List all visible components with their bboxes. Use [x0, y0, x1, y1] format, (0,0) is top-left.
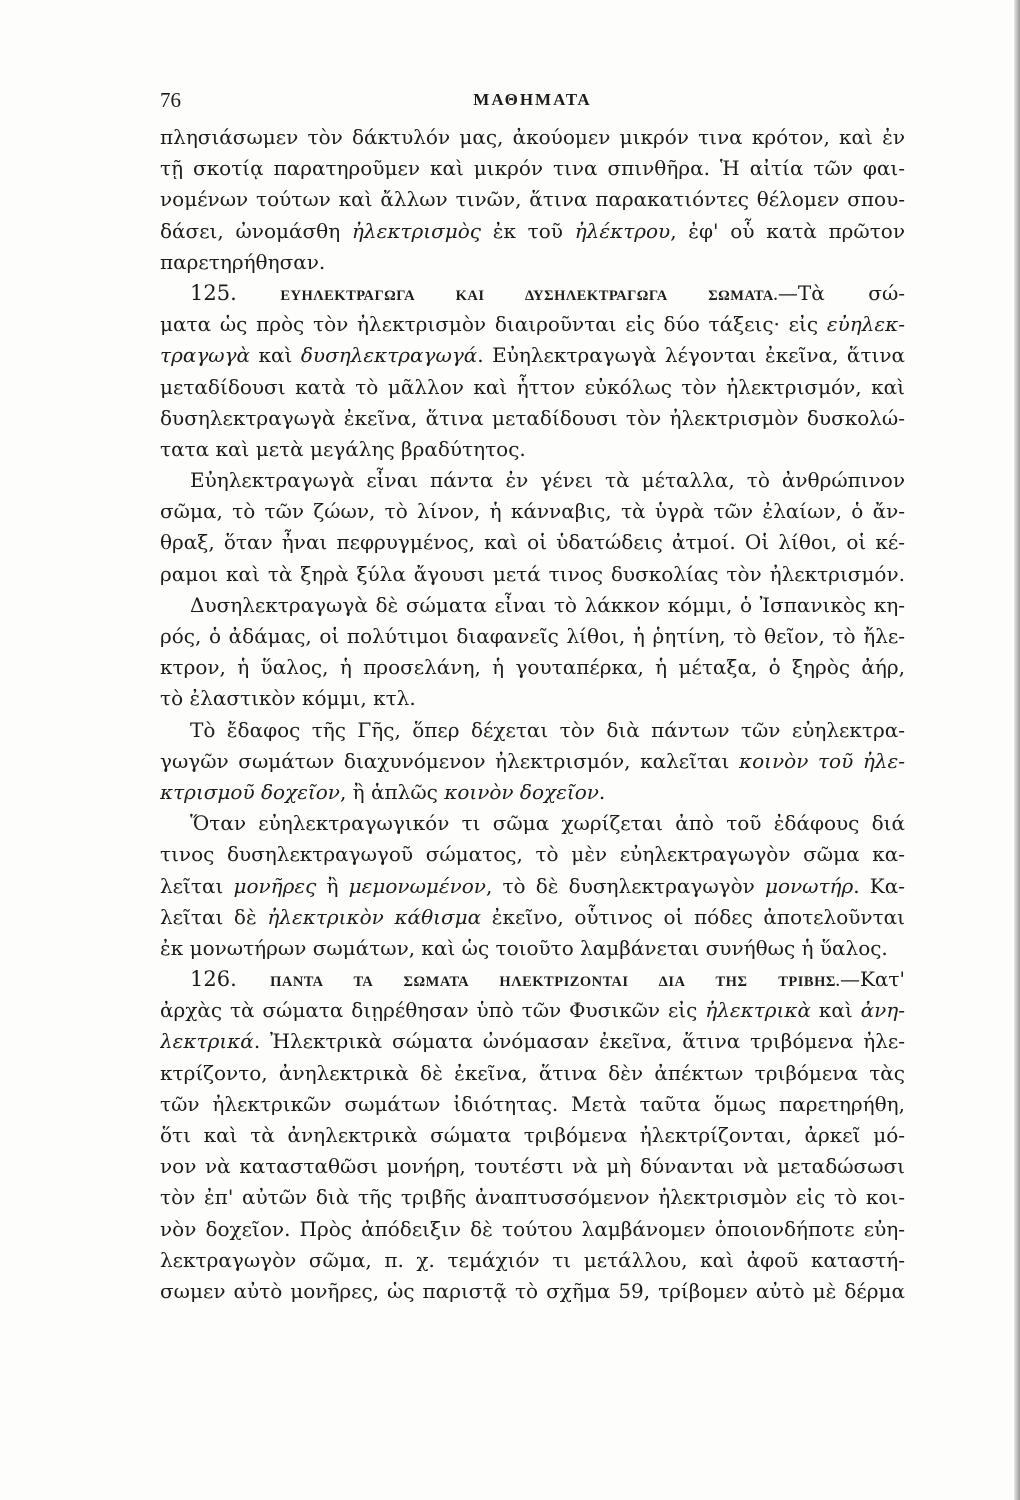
text-run: , ἢ ἁπλῶς: [339, 779, 445, 804]
text-line: [160, 871, 905, 902]
text-run: . Εὐηλεκτραγωγὰ λέγονται ἐκεῖνα, ἅτινα: [477, 343, 905, 368]
text-line: τατα καὶ μετὰ μεγάλης βραδύτητος.: [160, 436, 526, 461]
page-number: 76: [160, 88, 181, 112]
text-run: ἐκεῖνο, οὗτινος οἱ πόδες ἀποτελοῦνται: [481, 904, 905, 929]
text-line: τὸν ἐπ' αὐτῶν διὰ τῆς τριβῆς ἀναπτυσσόμενον ἠλεκτρισμὸν εἰς τὸ κοι-: [160, 1185, 905, 1210]
text-line: [160, 995, 905, 1026]
text-run: γωγῶν σωμάτων διαχυνόμενον ἠλεκτρισμόν, καλεῖται: [160, 748, 740, 773]
text-run: ματα ὡς πρὸς τὸν ἠλεκτρισμὸν διαιροῦνται εἰς δύο τάξεις· εἰς: [160, 312, 827, 337]
text-line: πλησιάσωμεν τὸν δάκτυλόν μας, ἀκούομεν μικρόν τινα κρότον, καὶ ἐν: [160, 125, 905, 149]
text-run: —Κατ': [839, 967, 905, 992]
text-line: τὸ ἐλαστικὸν κόμμι, κτλ.: [160, 686, 416, 711]
text-line: νομένων τούτων καὶ ἄλλων τινῶν, ἅτινα παρακατιόντες θέλομεν σπου-: [160, 187, 905, 212]
term-moneres: μονῆρες: [233, 873, 317, 898]
text-run: καὶ: [250, 343, 301, 368]
running-head: [160, 88, 905, 118]
text-line: κτρίζοντο, ἀνηλεκτρικὰ δὲ ἐκεῖνα, ἅτινα δὲν ἀπέκτων τριβόμενα τὰς: [160, 1060, 905, 1085]
text-line: τῶν ἠλεκτρικῶν σωμάτων ἰδιότητας. Μετὰ ταῦτα ὅμως παρετηρήθη,: [160, 1091, 905, 1116]
text-line: [160, 746, 905, 777]
text-body: [160, 122, 905, 1307]
text-run: δάσει, ὠνομάσθη: [160, 218, 352, 243]
text-run: , ἐφ' οὗ κατὰ πρῶτον: [670, 218, 905, 243]
text-line: παρετηρήθησαν.: [160, 249, 326, 274]
term-monoter: μονωτήρ: [764, 873, 854, 898]
text-line: θραξ, ὅταν ἦναι πεφρυγμένος, καὶ οἱ ὑδατώδεις ἀτμοί. Οἱ λίθοι, οἱ κέ-: [160, 530, 905, 555]
text-line: Τὸ ἔδαφος τῆς Γῆς, ὅπερ δέχεται τὸν διὰ πάντων τῶν εὐηλεκτρα-: [190, 717, 905, 742]
term-electrismos: ἠλεκτρισμὸς: [351, 218, 481, 243]
term-electrika: ἠλεκτρικὰ: [705, 998, 812, 1023]
text-line: [160, 340, 905, 371]
text-line: σωμεν αὐτὸ μονῆρες, ὡς παριστᾷ τὸ σχῆμα 59, τρίβομεν αὐτὸ μὲ δέρμα: [160, 1278, 905, 1303]
term-electron: ἠλέκτρου: [574, 218, 671, 243]
text-line: σῶμα, τὸ τῶν ζώων, τὸ λίνον, ἡ κάνναβις, τὰ ὑγρὰ τῶν ἐλαίων, ὁ ἄν-: [160, 499, 905, 524]
text-line: [160, 902, 905, 933]
text-run: .: [598, 779, 606, 804]
term-memonomenon: μεμονωμένον: [348, 873, 486, 898]
term-electric-stool: ἠλεκτρικὸν κάθισμα: [267, 904, 482, 929]
text-run: λεῖται δὲ: [160, 904, 268, 929]
text-run: —Τὰ σώ-: [777, 280, 905, 305]
section-number: 125.: [190, 280, 237, 305]
text-line: νὸν δοχεῖον. Πρὸς ἀπόδειξιν δὲ τούτου λαμβάνομεν ὁποιονδήποτε εὐη-: [160, 1216, 905, 1241]
text-line: Εὐηλεκτραγωγὰ εἶναι πάντα ἐν γένει τὰ μέταλλα, τὸ ἀνθρώπινον: [190, 468, 905, 493]
text-line: τῇ σκοτίᾳ παρατηροῦμεν καὶ μικρόν τινα σπινθῆρα. Ἡ αἰτία τῶν φαι-: [160, 156, 905, 181]
text-line: τινος δυσηλεκτραγωγοῦ σώματος, τὸ μὲν εὐηλεκτραγωγὸν σῶμα κα-: [160, 842, 905, 867]
term-euelektragoga: εὐηλεκ-: [826, 312, 905, 337]
running-title: ΜΑΘΗΜΑΤΑ: [473, 90, 592, 109]
text-line: ὅτι καὶ τὰ ἀνηλεκτρικὰ σώματα τριβόμενα ἠλεκτρίζονται, ἀρκεῖ μό-: [160, 1123, 905, 1147]
section-126-heading: [160, 964, 905, 995]
text-run: ἢ: [316, 873, 349, 898]
page-edge: [1014, 0, 1020, 1500]
text-line: [160, 1026, 905, 1057]
text-line: ἐκ μονωτήρων σωμάτων, καὶ ὡς τοιοῦτο λαμβάνεται συνήθως ἡ ὕαλος.: [160, 935, 888, 960]
text-run: . Ἠλεκτρικὰ σώματα ὠνόμασαν ἐκεῖνα, ἅτινα τριβόμενα ἠλε-: [253, 1029, 905, 1054]
text-line: Ὅταν εὐηλεκτραγωγικόν τι σῶμα χωρίζεται ἀπὸ τοῦ ἐδάφους διά: [190, 811, 905, 836]
text-run: καὶ: [811, 998, 861, 1023]
text-line: [160, 216, 905, 247]
text-line: μεταδίδουσι κατὰ τὸ μᾶλλον καὶ ἧττον εὐκόλως τὸν ἠλεκτρισμόν, καὶ: [160, 374, 905, 399]
section-title: ΠΑΝΤΑ ΤΑ ΣΩΜΑΤΑ ΗΛΕΚΤΡΙΖΟΝΤΑΙ ΔΙΑ ΤΗΣ ΤΡΙΒΗΣ.: [270, 974, 840, 991]
term-dyselektragoga: δυσηλεκτραγωγά: [300, 343, 478, 368]
term-common-reservoir: κοινὸν δοχεῖον: [444, 779, 599, 804]
text-line: [160, 309, 905, 340]
text-run: ἀρχὰς τὰ σώματα διῃρέθησαν ὑπὸ τῶν Φυσικῶν εἰς: [160, 998, 706, 1023]
text-line: δυσηλεκτραγωγὰ ἐκεῖνα, ἅτινα μεταδίδουσι τὸν ἠλεκτρισμὸν δυσκολώ-: [160, 405, 905, 430]
text-line: ρός, ὁ ἀδάμας, οἱ πολύτιμοι διαφανεῖς λίθοι, ἡ ῥητίνη, τὸ θεῖον, τὸ ἤλε-: [160, 624, 905, 648]
section-title: ΕΥΗΛΕΚΤΡΑΓΩΓΑ ΚΑΙ ΔΥΣΗΛΕΚΤΡΑΓΩΓΑ ΣΩΜΑΤΑ.: [280, 287, 778, 304]
term-common-reservoir: κοινὸν τοῦ ἠλε-: [739, 748, 905, 773]
term-common-reservoir: κτρισμοῦ δοχεῖον: [160, 779, 340, 804]
text-line: [160, 777, 905, 808]
text-line: ραμοι καὶ τὰ ξηρὰ ξύλα ἄγουσι μετά τινος δυσκολίας τὸν ἠλεκτρισμόν.: [160, 561, 905, 586]
text-run: ἐκ τοῦ: [480, 218, 575, 243]
text-line: κτρον, ἡ ὕαλος, ἡ προσελάνη, ἡ γουταπέρκα, ἡ μέταξα, ὁ ξηρὸς ἀήρ,: [160, 655, 905, 680]
term-anelectrika: ἀνη-: [860, 998, 905, 1023]
text-run: λεῖται: [160, 873, 234, 898]
section-125-heading: [160, 278, 905, 309]
term-anelectrika: λεκτρικά: [160, 1029, 254, 1054]
text-line: νον νὰ κατασταθῶσι μονήρη, τουτέστι νὰ μὴ δύνανται νὰ μεταδώσωσι: [160, 1154, 905, 1179]
section-number: 126.: [190, 967, 237, 992]
text-line: λεκτραγωγὸν σῶμα, π. χ. τεμάχιόν τι μετάλλου, καὶ ἀφοῦ καταστή-: [160, 1247, 905, 1272]
text-run: . Κα-: [853, 873, 905, 898]
text-line: Δυσηλεκτραγωγὰ δὲ σώματα εἶναι τὸ λάκκον κόμμι, ὁ Ἰσπανικὸς κη-: [190, 592, 905, 617]
term-euelektragoga: τραγωγὰ: [160, 343, 251, 368]
text-run: , τὸ δὲ δυσηλεκτραγωγὸν: [485, 873, 765, 898]
